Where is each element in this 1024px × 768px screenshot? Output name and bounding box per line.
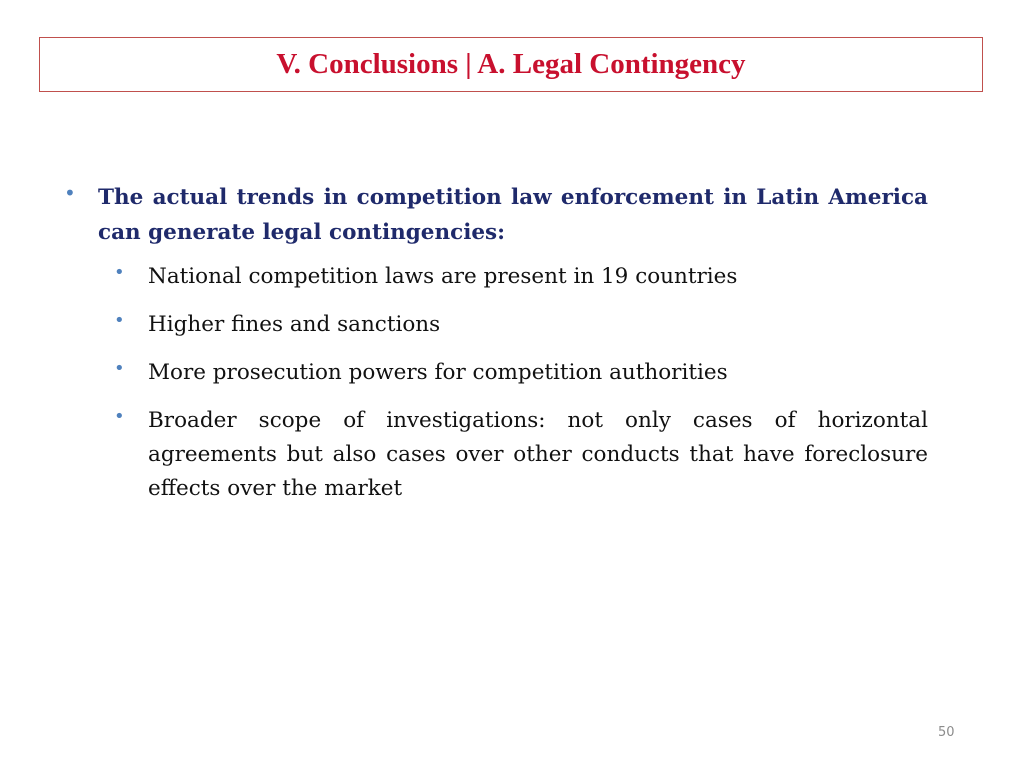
sub-point-text: National competition laws are present in 19 countries (148, 264, 738, 289)
bullet-icon: • (114, 262, 125, 283)
sub-point-text: Broader scope of investigations: not only cases of horizontal agreements but also cases over other conducts that have foreclosure effects over the market (148, 408, 928, 501)
main-point-text: The actual trends in competition law enforcement in Latin America can generate legal contingencies: (98, 185, 928, 245)
main-bullet-point (60, 180, 928, 250)
sub-bullet-item (112, 404, 928, 506)
sub-point-text: Higher fines and sanctions (148, 312, 441, 337)
sub-bullet-item (112, 356, 928, 390)
sub-point-text: More prosecution powers for competition authorities (148, 360, 728, 385)
bullet-icon: • (64, 181, 76, 205)
bullet-icon: • (114, 310, 125, 331)
sub-bullet-item (112, 308, 928, 342)
sub-bullet-item (112, 260, 928, 294)
slide-title: V. Conclusions | A. Legal Contingency (276, 48, 746, 80)
page-number: 50 (938, 725, 955, 740)
title-box (39, 37, 983, 92)
sub-bullet-list (60, 260, 928, 506)
bullet-icon: • (114, 358, 125, 379)
bullet-icon: • (114, 406, 125, 427)
slide-content (60, 180, 928, 520)
